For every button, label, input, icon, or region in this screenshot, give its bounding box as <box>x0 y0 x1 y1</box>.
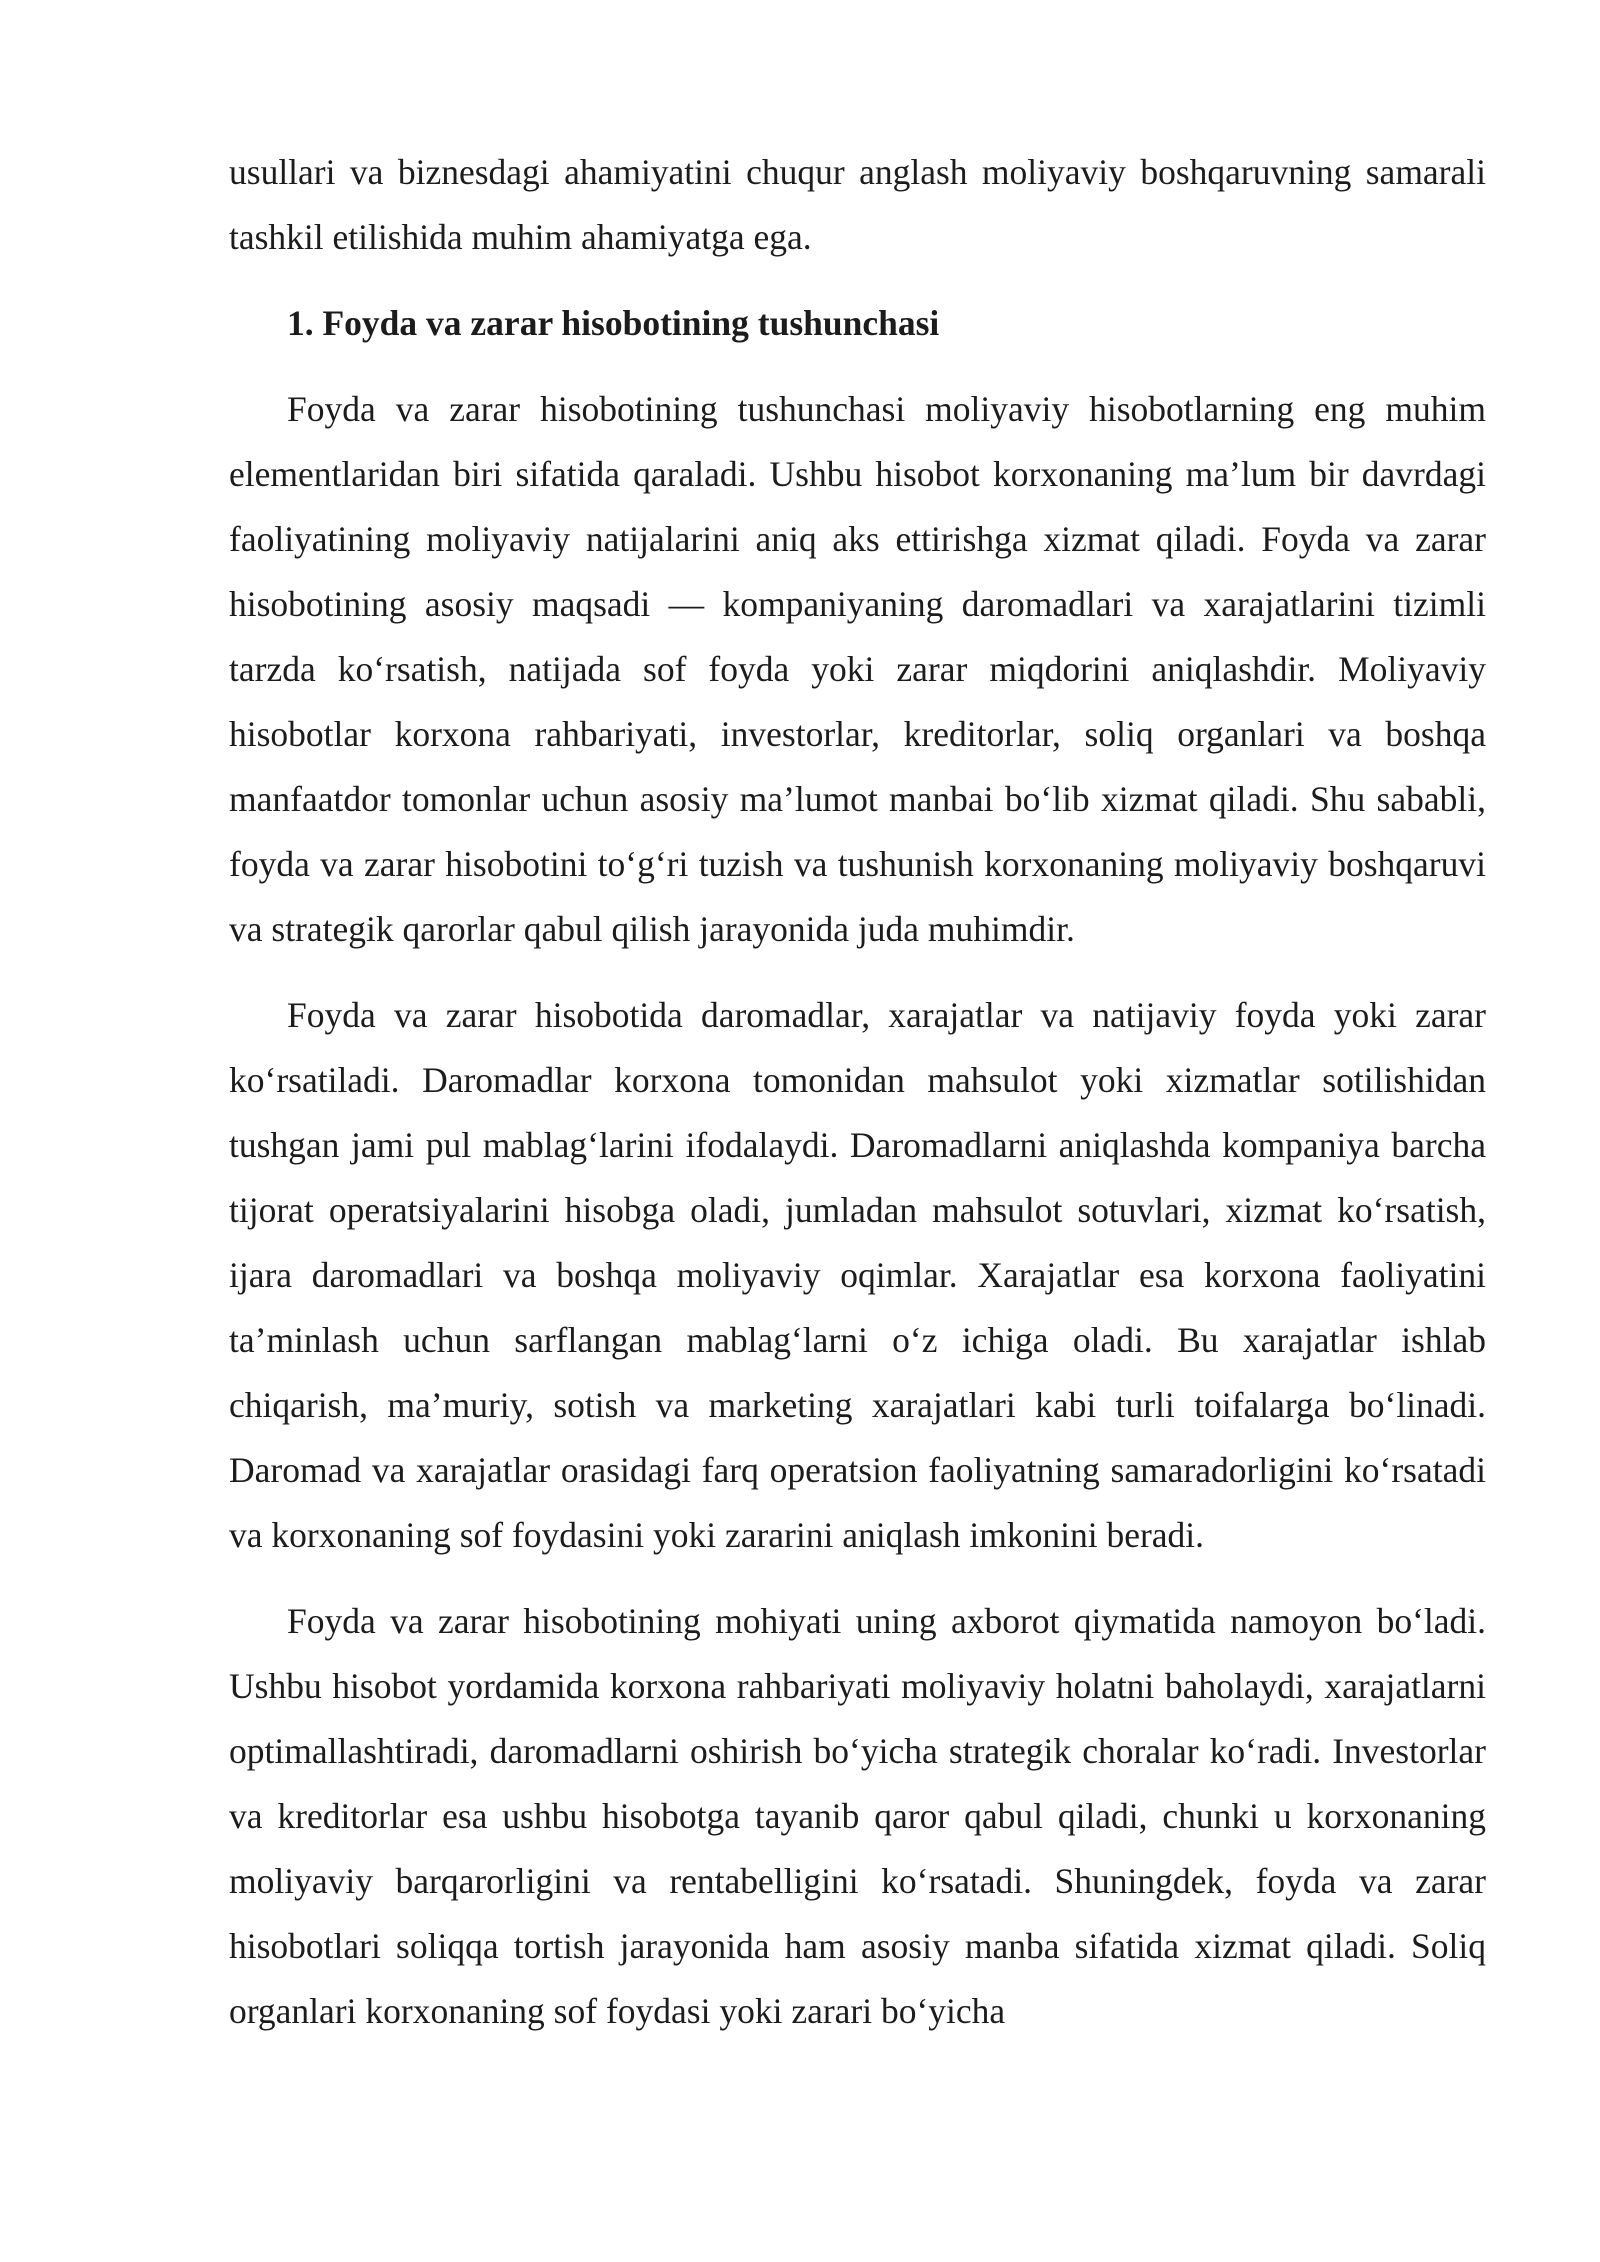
intro-paragraph: usullari va biznesdagi ahamiyatini chuqur anglash moliyaviy boshqaruvning samarali tashkil etilishida muhim ahamiyatga ega. <box>229 152 1486 257</box>
document-page <box>229 140 1486 2065</box>
paragraph-components: Foyda va zarar hisobotida daromadlar, xarajatlar va natijaviy foyda yoki zarar ko‘rsatiladi. Daromadlar korxona tomonidan mahsulot yoki xizmatlar sotilishidan tushgan jami pul mablag‘larini ifodalaydi. Daromadlarni aniqlashda kompaniya barcha tijorat operatsiyalarini hisobga oladi, jumladan mahsulot sotuvlari, xizmat ko‘rsatish, ijara daromadlari va boshqa moliyaviy oqimlar. Xarajatlar esa korxona faoliyatini ta’minlash uchun sarflangan mablag‘larni o‘z ichiga oladi. Bu xarajatlar ishlab chiqarish, ma’muriy, sotish va marketing xarajatlari kabi turli toifalarga bo‘linadi. Daromad va xarajatlar orasidagi farq operatsion faoliyatning samaradorligini ko‘rsatadi va korxonaning sof foydasini yoki zararini aniqlash imkonini beradi. <box>229 995 1486 1555</box>
section-heading: 1. Foyda va zarar hisobotining tushunchasi <box>287 303 940 343</box>
paragraph-definition: Foyda va zarar hisobotining tushunchasi moliyaviy hisobotlarning eng muhim elementlaridan biri sifatida qaraladi. Ushbu hisobot korxonaning ma’lum bir davrdagi faoliyatining moliyaviy natijalarini aniq aks ettirishga xizmat qiladi. Foyda va zarar hisobotining asosiy maqsadi — kompaniyaning daromadlari va xarajatlarini tizimli tarzda ko‘rsatish, natijada sof foyda yoki zarar miqdorini aniqlashdir. Moliyaviy hisobotlar korxona rahbariyati, investorlar, kreditorlar, soliq organlari va boshqa manfaatdor tomonlar uchun asosiy ma’lumot manbai bo‘lib xizmat qiladi. Shu sababli, foyda va zarar hisobotini to‘g‘ri tuzish va tushunish korxonaning moliyaviy boshqaruvi va strategik qarorlar qabul qilish jarayonida juda muhimdir. <box>229 389 1486 949</box>
paragraph-significance: Foyda va zarar hisobotining mohiyati uning axborot qiymatida namoyon bo‘ladi. Ushbu hisobot yordamida korxona rahbariyati moliyaviy holatni baholaydi, xarajatlarni optimallashtiradi, daromadlarni oshirish bo‘yicha strategik choralar ko‘radi. Investorlar va kreditorlar esa ushbu hisobotga tayanib qaror qabul qiladi, chunki u korxonaning moliyaviy barqarorligini va rentabelligini ko‘rsatadi. Shuningdek, foyda va zarar hisobotlari soliqqa tortish jarayonida ham asosiy manba sifatida xizmat qiladi. Soliq organlari korxonaning sof foydasi yoki zarari bo‘yicha <box>229 1601 1486 2031</box>
